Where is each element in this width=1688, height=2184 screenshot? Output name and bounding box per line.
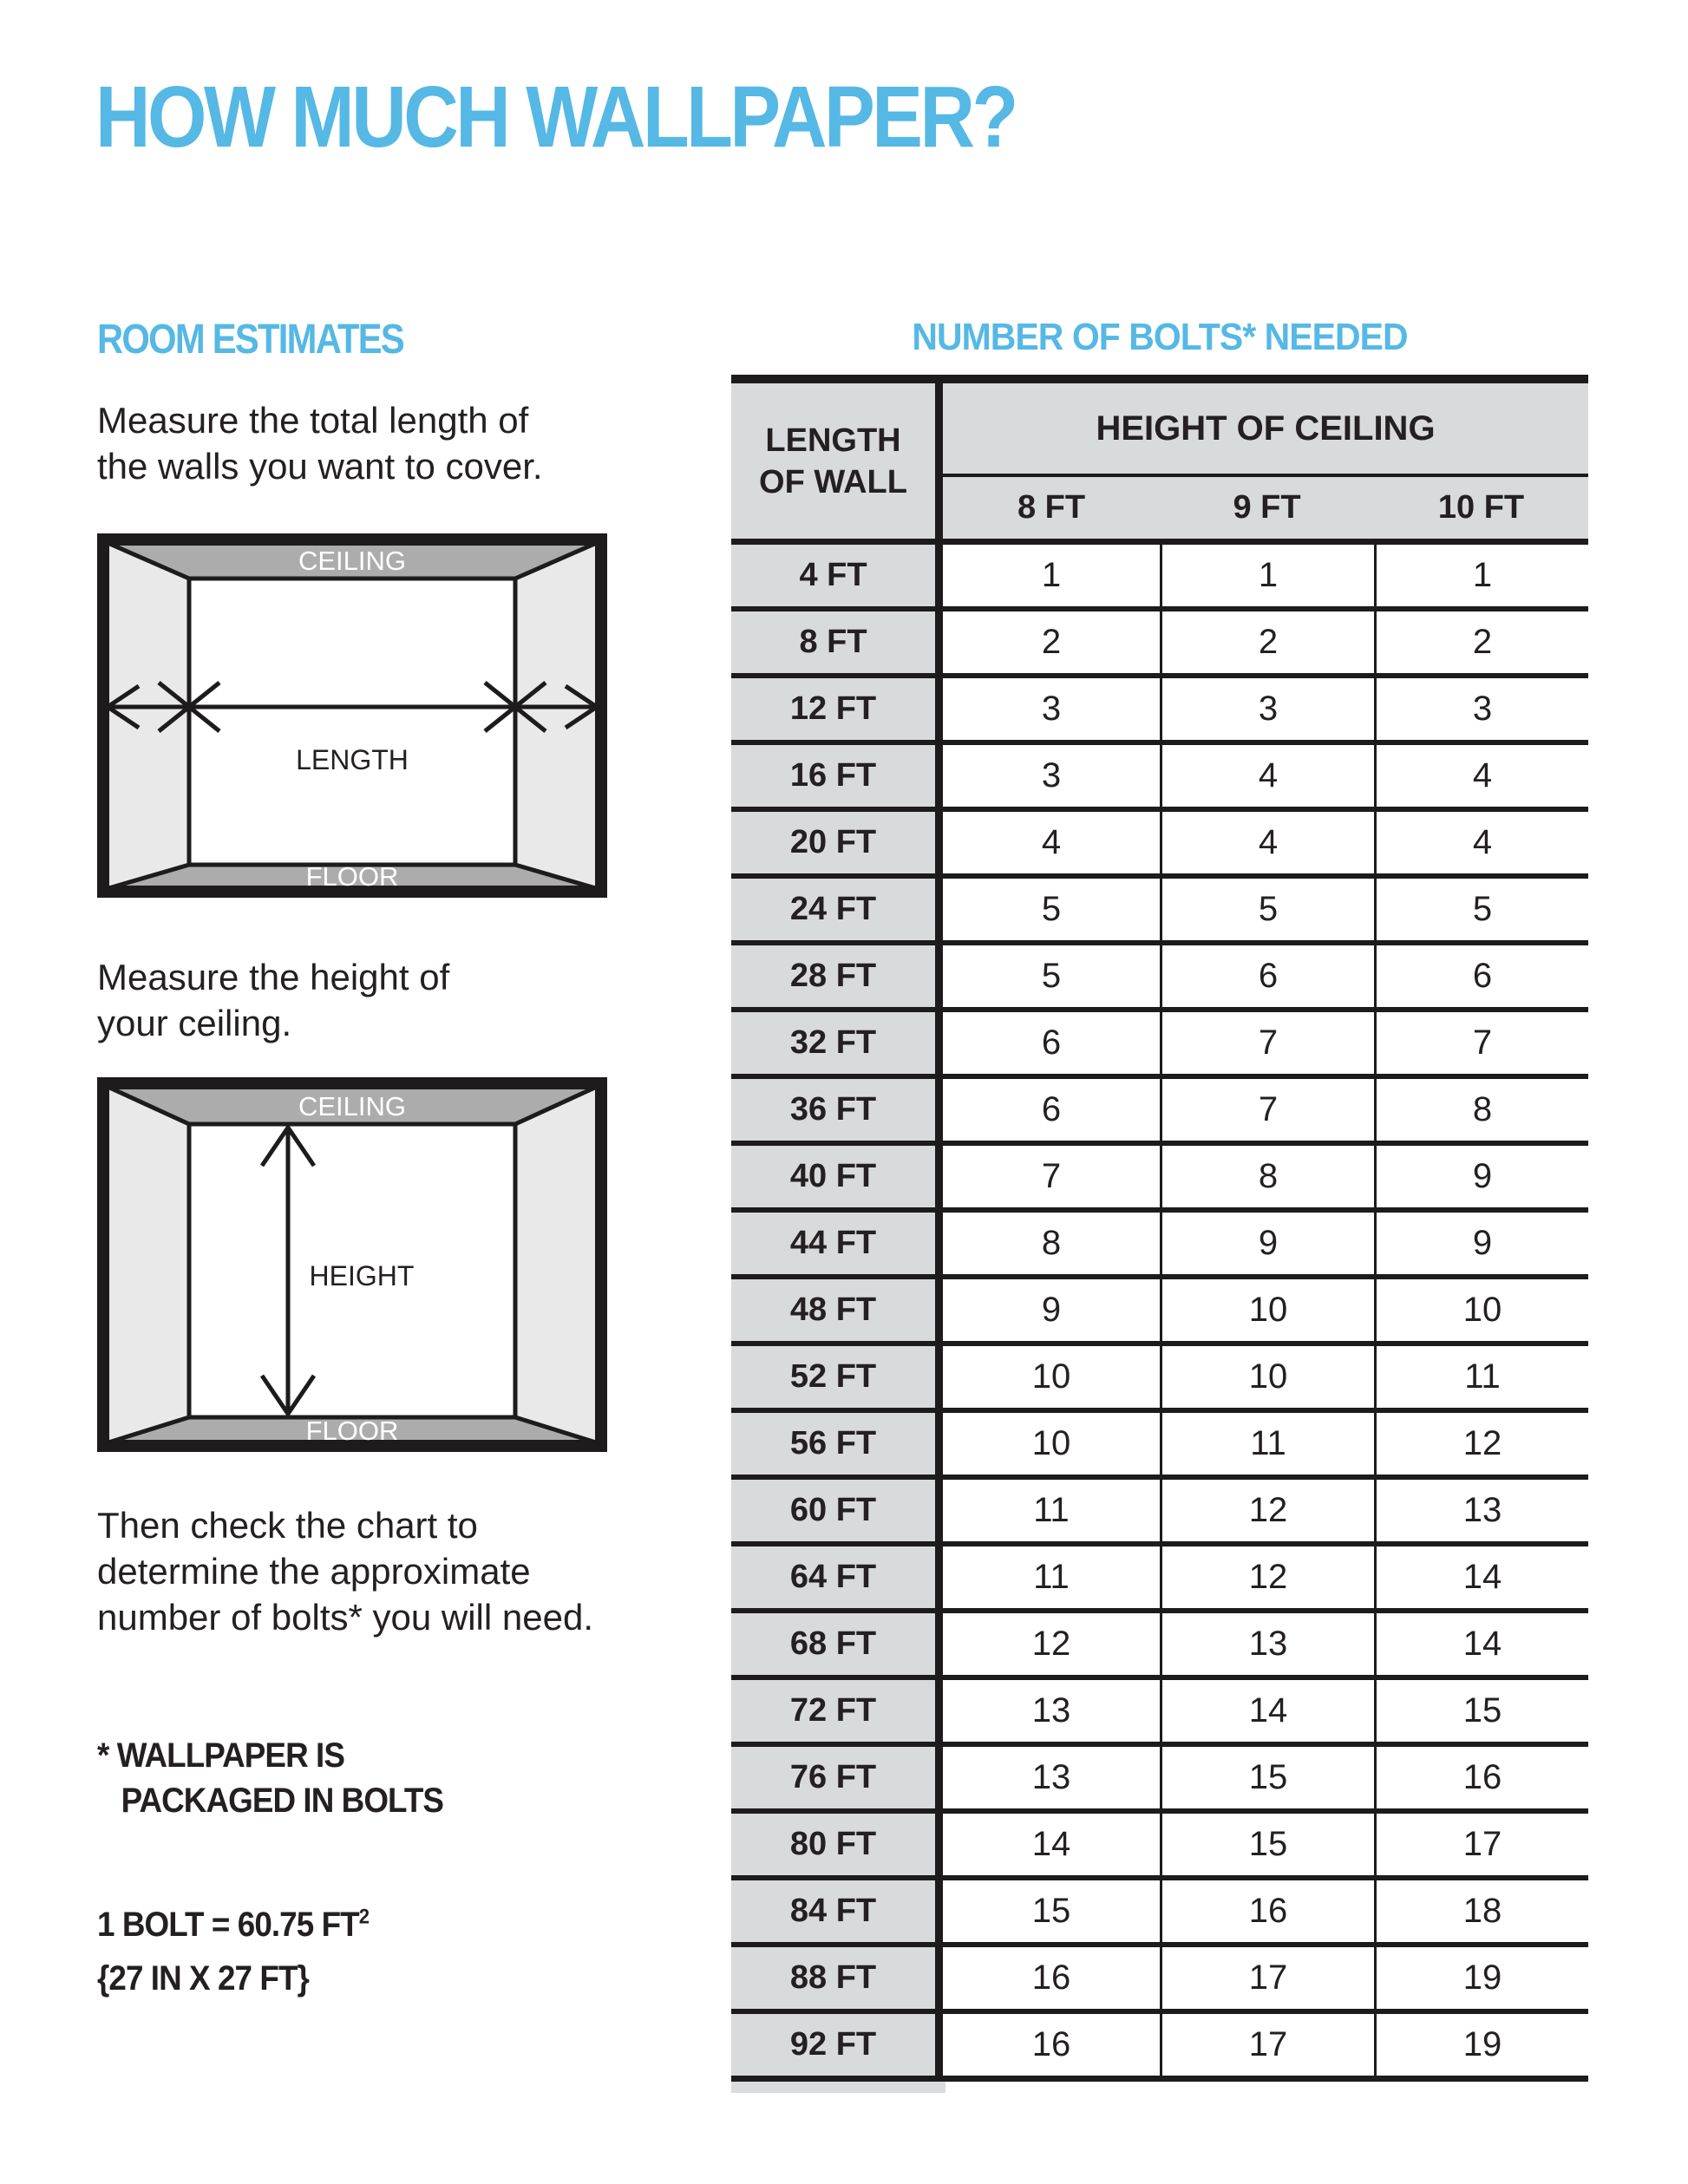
bolt-equation: [97, 1898, 369, 1952]
bolt-count-cell: 15: [1160, 1814, 1374, 1875]
bolt-count-cell: 2: [1374, 611, 1588, 673]
table-row: [731, 1747, 1588, 1814]
bolt-count-cell: 2: [1160, 611, 1374, 673]
bolt-count-cell: 9: [943, 1279, 1160, 1341]
bolt-count-cell: 7: [1374, 1012, 1588, 1074]
table-row: [731, 1814, 1588, 1880]
bolt-count-cell: 11: [943, 1546, 1160, 1608]
row-header-cell: [731, 383, 943, 539]
wall-length-label: 28 FT: [731, 945, 943, 1007]
bolts-table-heading: NUMBER OF BOLTS* NEEDED: [912, 316, 1408, 358]
wall-length-label: 64 FT: [731, 1546, 943, 1608]
page-title: HOW MUCH WALLPAPER?: [95, 69, 1016, 166]
bolt-count-cell: 6: [943, 1012, 1160, 1074]
bolt-dimensions: {27 IN X 27 FT}: [97, 1959, 309, 1998]
bolt-count-cell: 9: [1160, 1213, 1374, 1274]
bolt-count-cell: 9: [1374, 1213, 1588, 1274]
bolt-count-cell: 10: [943, 1346, 1160, 1408]
bolt-count-cell: 15: [1160, 1747, 1374, 1808]
wall-length-label: 88 FT: [731, 1947, 943, 2009]
ceiling-label: CEILING: [298, 546, 407, 576]
bolts-footnote: [97, 1733, 443, 1823]
bolt-count-cell: 5: [943, 945, 1160, 1007]
wall-length-label: 16 FT: [731, 745, 943, 807]
bolt-count-cell: 5: [943, 879, 1160, 940]
bolt-count-cell: 13: [1160, 1613, 1374, 1675]
bolt-count-cell: 3: [1160, 678, 1374, 740]
bolt-count-cell: 14: [1160, 1680, 1374, 1742]
bolt-count-cell: 3: [1374, 678, 1588, 740]
bolt-count-cell: 18: [1374, 1880, 1588, 1942]
table-row: [731, 1680, 1588, 1747]
wall-length-label: 24 FT: [731, 879, 943, 940]
bolt-count-cell: 6: [1160, 945, 1374, 1007]
step3-line1: Then check the chart to: [97, 1505, 478, 1546]
step2-line1: Measure the height of: [97, 957, 450, 997]
wall-length-label: 52 FT: [731, 1346, 943, 1408]
step2-line2: your ceiling.: [97, 1003, 292, 1043]
height-label: HEIGHT: [309, 1260, 415, 1291]
bolt-count-cell: 19: [1374, 2014, 1588, 2076]
bolt-count-cell: 4: [1160, 812, 1374, 873]
table-row: [731, 2014, 1588, 2076]
wall-length-label: 40 FT: [731, 1146, 943, 1207]
bolt-count-cell: 12: [1374, 1413, 1588, 1475]
table-row: [731, 1413, 1588, 1480]
table-row: [731, 611, 1588, 678]
column-header-10ft: 10 FT: [1437, 489, 1525, 526]
bolt-count-cell: 11: [1160, 1413, 1374, 1475]
bolt-count-cell: 12: [1160, 1480, 1374, 1541]
bolt-count-cell: 16: [1160, 1880, 1374, 1942]
table-body: [731, 545, 1588, 2076]
bolt-count-cell: 4: [1374, 812, 1588, 873]
bolt-count-cell: 9: [1374, 1146, 1588, 1207]
table-gray-tail: [731, 2082, 945, 2093]
bolt-count-cell: 14: [1374, 1546, 1588, 1608]
bolt-count-cell: 11: [943, 1480, 1160, 1541]
table-row: [731, 745, 1588, 812]
table-row: [731, 1079, 1588, 1146]
table-row: [731, 545, 1588, 611]
column-headers-row: [943, 477, 1588, 539]
step1-line2: the walls you want to cover.: [97, 446, 543, 487]
wall-length-label: 56 FT: [731, 1413, 943, 1475]
bolt-count-cell: 2: [943, 611, 1160, 673]
table-row: [731, 1880, 1588, 1947]
bolt-count-cell: 16: [1374, 1747, 1588, 1808]
bolt-count-cell: 4: [1374, 745, 1588, 807]
bolt-count-cell: 17: [1374, 1814, 1588, 1875]
wall-length-label: 44 FT: [731, 1213, 943, 1274]
column-header-9ft: 9 FT: [1233, 489, 1301, 526]
table-row: [731, 1213, 1588, 1279]
wall-length-label: 32 FT: [731, 1012, 943, 1074]
room-height-diagram: [97, 1077, 607, 1452]
table-row: [731, 879, 1588, 945]
bolt-count-cell: 3: [943, 745, 1160, 807]
bolt-count-cell: 19: [1374, 1947, 1588, 2009]
bolt-count-cell: 13: [943, 1680, 1160, 1742]
bolts-table: [731, 375, 1588, 2093]
back-wall-panel: [189, 579, 515, 865]
length-label: LENGTH: [296, 744, 409, 775]
wall-length-label: 72 FT: [731, 1680, 943, 1742]
wall-length-label: 48 FT: [731, 1279, 943, 1341]
bolt-count-cell: 8: [1160, 1146, 1374, 1207]
bolt-count-cell: 1: [1160, 545, 1374, 606]
bolt-count-cell: 12: [943, 1613, 1160, 1675]
bolt-size-info: [97, 1898, 369, 2005]
wall-length-label: 80 FT: [731, 1814, 943, 1875]
wall-length-label: 92 FT: [731, 2014, 943, 2076]
column-group-header: HEIGHT OF CEILING: [943, 383, 1588, 474]
ceiling-label: CEILING: [298, 1091, 407, 1121]
bolt-count-cell: 3: [943, 678, 1160, 740]
left-wall-panel: [106, 1086, 189, 1443]
wall-length-label: 20 FT: [731, 812, 943, 873]
table-row: [731, 1012, 1588, 1079]
bolt-count-cell: 7: [943, 1146, 1160, 1207]
bolt-count-cell: 5: [1160, 879, 1374, 940]
wall-length-label: 12 FT: [731, 678, 943, 740]
table-row: [731, 1480, 1588, 1546]
bolt-count-cell: 10: [1160, 1346, 1374, 1408]
room-estimates-heading: ROOM ESTIMATES: [97, 317, 404, 363]
row-header-line2: OF WALL: [759, 463, 907, 500]
bolt-count-cell: 1: [943, 545, 1160, 606]
step2-instructions: [97, 954, 449, 1046]
table-row: [731, 1346, 1588, 1413]
table-row: [731, 1613, 1588, 1680]
wall-length-label: 68 FT: [731, 1613, 943, 1675]
floor-label: FLOOR: [305, 861, 399, 892]
bolt-count-cell: 14: [943, 1814, 1160, 1875]
bolt-count-cell: 11: [1374, 1346, 1588, 1408]
row-header-line1: LENGTH: [765, 422, 901, 459]
bolt-count-cell: 10: [943, 1413, 1160, 1475]
bolt-count-cell: 5: [1374, 879, 1588, 940]
bolt-count-cell: 17: [1160, 2014, 1374, 2076]
wall-length-label: 36 FT: [731, 1079, 943, 1141]
footnote-line2: PACKAGED IN BOLTS: [121, 1782, 444, 1820]
bolt-count-cell: 10: [1160, 1279, 1374, 1341]
bolt-count-cell: 10: [1374, 1279, 1588, 1341]
bolt-equation-superscript: 2: [358, 1905, 370, 1929]
bolt-count-cell: 15: [943, 1880, 1160, 1942]
bolt-count-cell: 8: [1374, 1079, 1588, 1141]
step1-line1: Measure the total length of: [97, 400, 529, 441]
table-row: [731, 1546, 1588, 1613]
right-wall-panel: [515, 1086, 599, 1443]
bolt-count-cell: 13: [943, 1747, 1160, 1808]
bolt-count-cell: 12: [1160, 1546, 1374, 1608]
wall-length-label: 8 FT: [731, 611, 943, 673]
wall-length-label: 84 FT: [731, 1880, 943, 1942]
footnote-line1: * WALLPAPER IS: [97, 1736, 344, 1775]
step3-line3: number of bolts* you will need.: [97, 1597, 593, 1638]
bolt-count-cell: 15: [1374, 1680, 1588, 1742]
bolt-count-cell: 8: [943, 1213, 1160, 1274]
wall-length-label: 76 FT: [731, 1747, 943, 1808]
table-header: [731, 383, 1588, 539]
bolt-count-cell: 16: [943, 2014, 1160, 2076]
table-row: [731, 1279, 1588, 1346]
table-row: [731, 945, 1588, 1012]
column-group-area: [943, 383, 1588, 539]
bolt-count-cell: 14: [1374, 1613, 1588, 1675]
column-header-8ft: 8 FT: [1017, 489, 1086, 526]
bolt-count-cell: 7: [1160, 1012, 1374, 1074]
bolt-count-cell: 17: [1160, 1947, 1374, 2009]
room-length-diagram: [97, 533, 607, 898]
step1-instructions: [97, 397, 543, 489]
bolt-count-cell: 4: [943, 812, 1160, 873]
table-top-border: [731, 375, 1588, 383]
wall-length-label: 60 FT: [731, 1480, 943, 1541]
table-row: [731, 1947, 1588, 2014]
bolt-count-cell: 4: [1160, 745, 1374, 807]
bolt-count-cell: 16: [943, 1947, 1160, 2009]
wall-length-label: 4 FT: [731, 545, 943, 606]
floor-label: FLOOR: [305, 1416, 399, 1446]
bolt-equation-text: 1 BOLT = 60.75 FT: [97, 1906, 359, 1944]
table-row: [731, 812, 1588, 879]
table-row: [731, 678, 1588, 745]
bolt-count-cell: 7: [1160, 1079, 1374, 1141]
bolt-count-cell: 1: [1374, 545, 1588, 606]
step3-instructions: [97, 1502, 593, 1640]
bolt-count-cell: 6: [1374, 945, 1588, 1007]
table-row: [731, 1146, 1588, 1213]
bolt-count-cell: 6: [943, 1079, 1160, 1141]
table-bottom-border: [731, 2076, 1588, 2082]
header-bottom-border: [731, 539, 1588, 545]
bolt-count-cell: 13: [1374, 1480, 1588, 1541]
step3-line2: determine the approximate: [97, 1551, 531, 1592]
